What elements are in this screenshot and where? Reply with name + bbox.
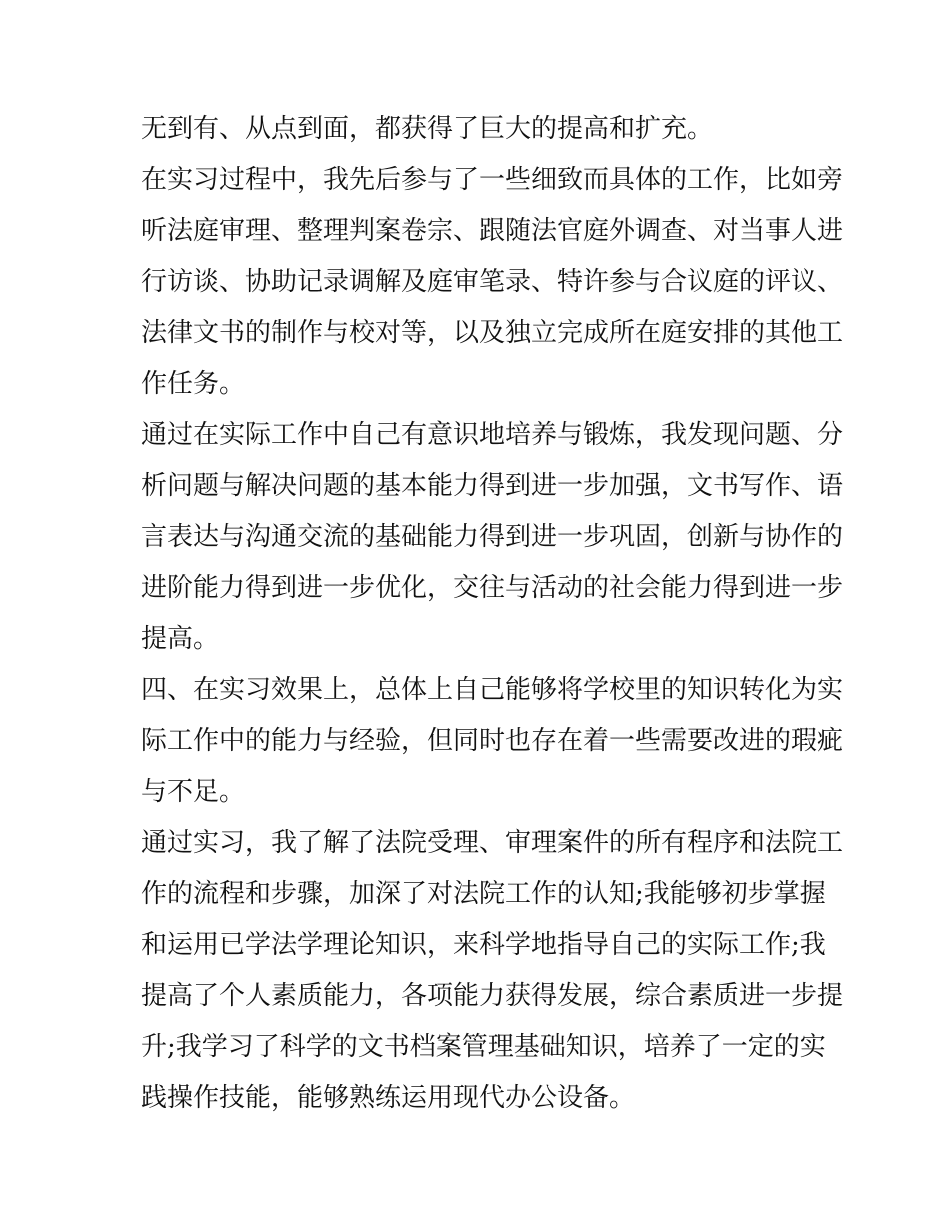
text-line-19: 升;我学习了科学的文书档案管理基础知识，培养了一定的实: [141, 1032, 826, 1062]
text-line-16: 作的流程和步骤，加深了对法院工作的认知;我能够初步掌握: [141, 879, 826, 909]
text-line-11: 提高。: [141, 624, 220, 654]
text-line-20: 践操作技能，能够熟练运用现代办公设备。: [141, 1083, 636, 1113]
text-line-10: 进阶能力得到进一步优化，交往与活动的社会能力得到进一步: [141, 573, 844, 603]
text-line-2: 在实习过程中，我先后参与了一些细致而具体的工作，比如旁: [141, 165, 844, 195]
text-line-7: 通过在实际工作中自己有意识地培养与锻炼，我发现问题、分: [141, 420, 844, 450]
text-line-8: 析问题与解决问题的基本能力得到进一步加强，文书写作、语: [141, 471, 844, 501]
text-line-1: 无到有、从点到面，都获得了巨大的提高和扩充。: [141, 114, 714, 144]
text-line-6: 作任务。: [141, 369, 246, 399]
text-line-17: 和运用已学法学理论知识，来科学地指导自己的实际工作;我: [141, 930, 826, 960]
text-line-9: 言表达与沟通交流的基础能力得到进一步巩固，创新与协作的: [141, 522, 844, 552]
text-line-18: 提高了个人素质能力，各项能力获得发展，综合素质进一步提: [141, 981, 844, 1011]
text-line-4: 行访谈、协助记录调解及庭审笔录、特许参与合议庭的评议、: [141, 267, 844, 297]
text-line-12: 四、在实习效果上，总体上自己能够将学校里的知识转化为实: [141, 675, 844, 705]
text-line-14: 与不足。: [141, 777, 246, 807]
text-line-5: 法律文书的制作与校对等，以及独立完成所在庭安排的其他工: [141, 318, 844, 348]
text-line-13: 际工作中的能力与经验，但同时也存在着一些需要改进的瑕疵: [141, 726, 844, 756]
text-line-3: 听法庭审理、整理判案卷宗、跟随法官庭外调查、对当事人进: [141, 216, 844, 246]
text-line-15: 通过实习，我了解了法院受理、审理案件的所有程序和法院工: [141, 828, 844, 858]
